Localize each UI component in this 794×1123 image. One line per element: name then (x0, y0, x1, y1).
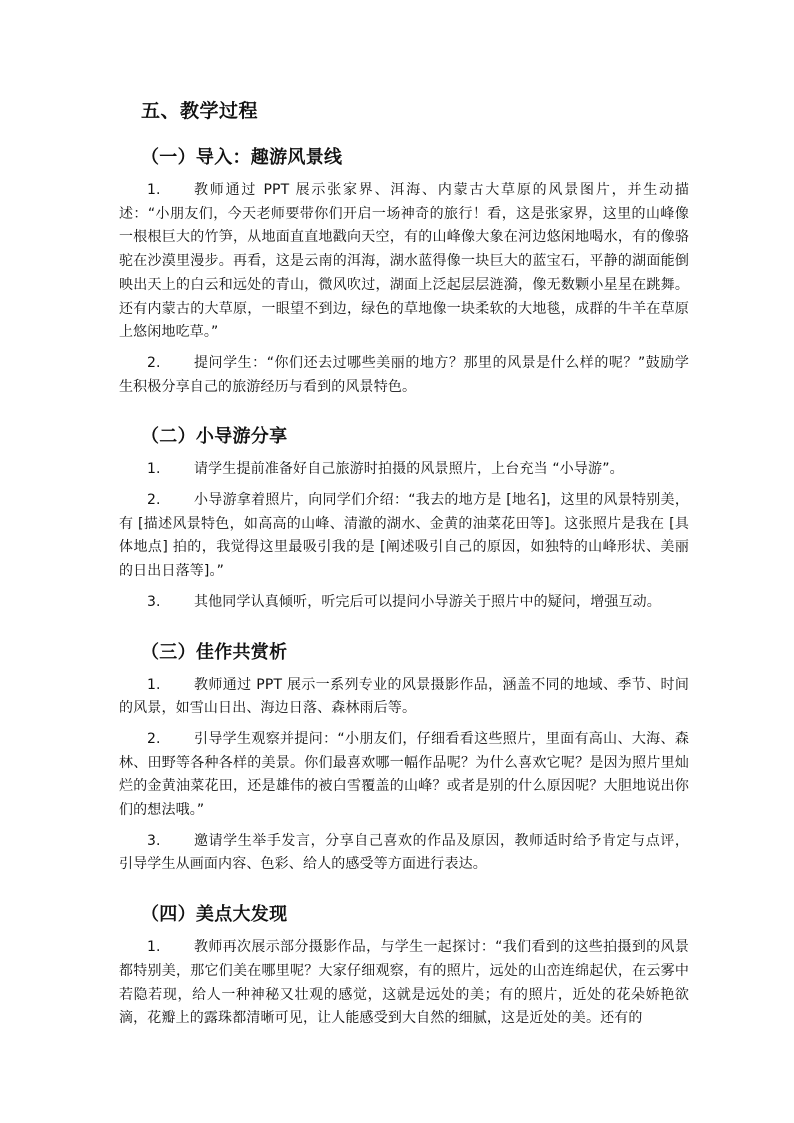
list-item (119, 830, 689, 877)
section-title: （三）佳作共赏析 (141, 641, 288, 663)
section-title: （四）美点大发现 (141, 904, 288, 926)
page-title: 五、教学过程 (141, 100, 259, 122)
list-item (119, 674, 689, 721)
item-text: 提问学生：“你们还去过哪些美丽的地方？那里的风景是什么样的呢？”鼓励学生积极分享自己的旅游经历与看到的风景特色。 (119, 354, 689, 395)
item-number: 2. (147, 492, 161, 509)
list-item (119, 489, 689, 584)
section-title: （一）导入：趣游风景线 (141, 147, 343, 168)
section-title: （二）小导游分享 (141, 426, 288, 448)
list-item (119, 352, 689, 399)
section-beauty-discovery (119, 900, 689, 1031)
list-item (119, 728, 689, 823)
item-text: 其他同学认真倾听，听完后可以提问小导游关于照片中的疑问，增强互动。 (194, 593, 661, 610)
list-item (119, 458, 689, 482)
item-text: 教师通过 PPT 展示一系列专业的风景摄影作品，涵盖不同的地域、季节、时间的风景，如雪山日出、海边日落、森林雨后等。 (119, 676, 689, 717)
item-text: 教师再次展示部分摄影作品，与学生一起探讨：“我们看到的这些拍摄到的风景都特别美，那它们美在哪里呢？大家仔细观察，有的照片，远处的山峦连绵起伏，在云雾中若隐若现，给人一种神秘又壮观的感觉，这就是远处的美；有的照片，近处的花朵娇艳欲滴，花瓣上的露珠都清晰可见，让人能感受到大自然的细腻，这是近处的美。还有的 (119, 939, 689, 1027)
section-guide-sharing (119, 422, 689, 614)
item-number: 1. (147, 182, 161, 198)
list-item (119, 179, 689, 345)
item-number: 2. (147, 354, 161, 371)
section-introduction (119, 143, 689, 399)
item-number: 2. (147, 730, 161, 747)
document-body (119, 96, 689, 1031)
item-number: 1. (147, 939, 161, 956)
list-item (119, 591, 689, 615)
item-text: 教师通过 PPT 展示张家界、洱海、内蒙古大草原的风景图片，并生动描述：“小朋友们，今天老师要带你们开启一场神奇的旅行！看，这是张家界，这里的山峰像一根根巨大的竹笋，从地面直直地戳向天空，有的山峰像大象在河边悠闲地喝水，有的像骆驼在沙漠里漫步。再看，这是云南的洱海，湖水蓝得像一块巨大的蓝宝石，平静的湖面能倒映出天上的白云和远处的青山，微风吹过，湖面上泛起层层涟漪，像无数颗小星星在跳舞。还有内蒙古的大草原，一眼望不到边，绿色的草地像一块柔软的大地毯，成群的牛羊在草原上悠闲地吃草。” (119, 182, 689, 341)
item-text: 邀请学生举手发言，分享自己喜欢的作品及原因，教师适时给予肯定与点评，引导学生从画面内容、色彩、给人的感受等方面进行表达。 (119, 832, 689, 873)
list-item (119, 936, 689, 1031)
item-number: 1. (147, 676, 161, 693)
section-appreciation (119, 638, 689, 878)
item-number: 1. (147, 461, 161, 478)
item-number: 3. (147, 832, 161, 849)
item-text: 小导游拿着照片，向同学们介绍：“我去的地方是 [地名]，这里的风景特别美，有 [描述风景特色，如高高的山峰、清澈的湖水、金黄的油菜花田等]。这张照片是我在 [具体地点] 拍的，我觉得这里最吸引我的是 [阐述吸引自己的原因，如独特的山峰形状、美丽的日出日落等]。” (119, 492, 689, 580)
item-text: 引导学生观察并提问：“小朋友们，仔细看看这些照片，里面有高山、大海、森林、田野等各种各样的美景。你们最喜欢哪一幅作品呢？为什么喜欢它呢？是因为照片里灿烂的金黄油菜花田，还是雄伟的被白雪覆盖的山峰？或者是别的什么原因呢？大胆地说出你们的想法哦。” (119, 730, 689, 819)
item-number: 3. (147, 593, 161, 610)
item-text: 请学生提前准备好自己旅游时拍摄的风景照片，上台充当 “小导游”。 (194, 461, 624, 478)
